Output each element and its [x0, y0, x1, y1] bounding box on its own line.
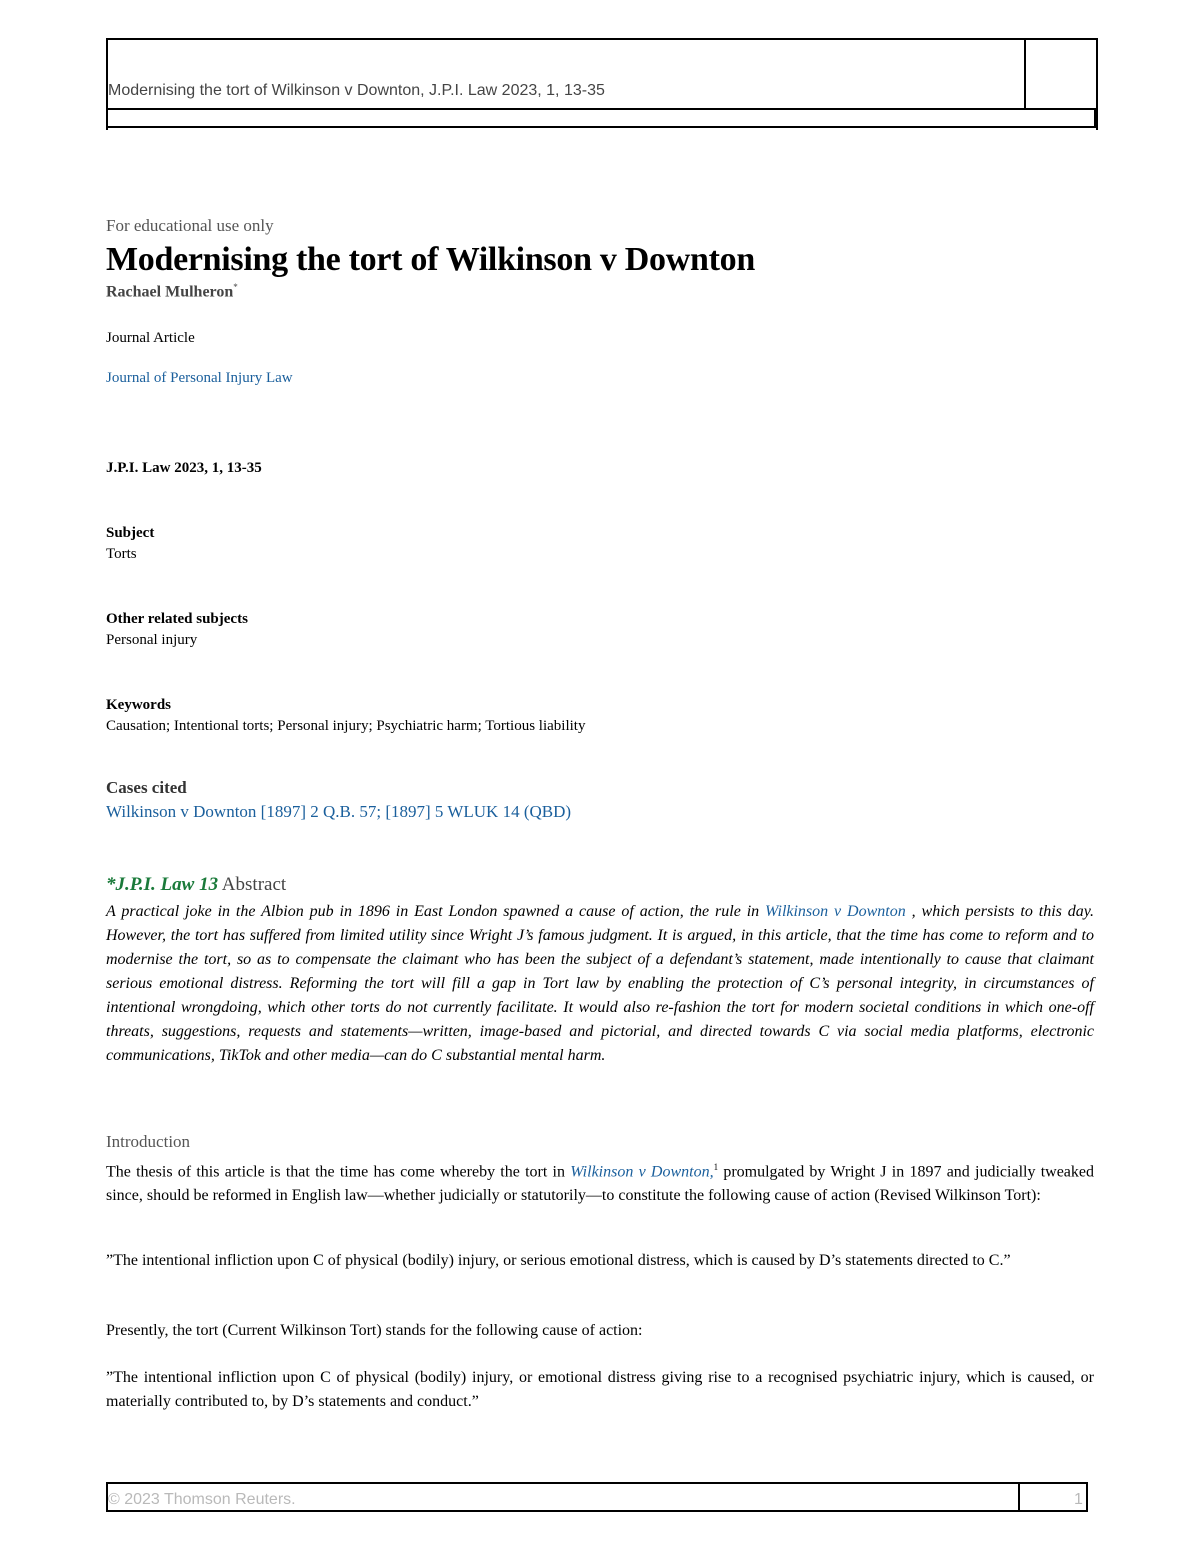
keywords-label: Keywords — [106, 697, 171, 713]
subject-value: Torts — [106, 546, 137, 562]
subject-label: Subject — [106, 525, 155, 541]
header-divider — [1024, 38, 1026, 108]
cases-cited-label: Cases cited — [106, 778, 187, 797]
revised-tort-quote: ”The intentional infliction upon C of physical (bodily) injury, or serious emotional distress, which is caused by D’s statements directed to C.” — [106, 1252, 1011, 1269]
author-name — [106, 282, 238, 301]
current-tort-quote: ”The intentional infliction upon C of physical (bodily) injury, or emotional distress giving rise to a recognised psychiatric injury, which is caused, or materially contributed to, by D’s statements and conduct.” — [106, 1369, 1094, 1410]
educational-use-notice: For educational use only — [106, 216, 274, 235]
abstract-label: Abstract — [221, 874, 287, 895]
journal-link[interactable]: Journal of Personal Injury Law — [106, 370, 293, 386]
other-subjects-value: Personal injury — [106, 632, 198, 648]
abstract-heading — [106, 874, 286, 896]
cases-cited-link[interactable]: Wilkinson v Downton [1897] 2 Q.B. 57; [1897] 5 WLUK 14 (QBD) — [106, 802, 572, 821]
page-marker: *J.P.I. Law 13 — [106, 874, 219, 895]
author-text: Rachael Mulheron — [106, 283, 234, 301]
introduction-heading: Introduction — [106, 1132, 191, 1151]
page-number: 1 — [1074, 1491, 1083, 1508]
running-header-title: Modernising the tort of Wilkinson v Downton, J.P.I. Law 2023, 1, 13-35 — [108, 82, 605, 99]
document-type: Journal Article — [106, 330, 195, 346]
wilkinson-link[interactable]: Wilkinson v Downton — [765, 903, 906, 920]
keywords-value: Causation; Intentional torts; Personal injury; Psychiatric harm; Tortious liability — [106, 718, 586, 734]
other-subjects-label: Other related subjects — [106, 611, 248, 627]
article-title: Modernising the tort of Wilkinson v Downton — [106, 241, 755, 278]
wilkinson-case-link[interactable]: Wilkinson v Downton, — [570, 1163, 714, 1181]
citation: J.P.I. Law 2023, 1, 13-35 — [106, 460, 262, 476]
copyright-notice: © 2023 Thomson Reuters. — [108, 1491, 296, 1508]
header-bottom-strip — [106, 108, 1096, 128]
footer-divider — [1018, 1482, 1020, 1512]
author-footnote-mark[interactable]: * — [233, 282, 238, 292]
abstract-text: A practical joke in the Albion pub in 1896 in East London spawned a cause of action, the rule in Wilkinson v Downton , which persists to this day. However, the tort has suffered from limited utility since Wright J’s famous judgment. It is argued, in this article, that the time has come to reform and to modernise the tort, so as to compensate the claimant who has been the subject of a defendant’s statement, made intentionally to cause that claimant serious emotional distress. Reforming the tort will fill a gap in Tort law by enabling the protection of C’s personal integrity, in circumstances of intentional wrongdoing, which other torts do not currently facilitate. It would also re-fashion the tort for modern societal conditions in which one-off threats, suggestions, requests and statements—written, image-based and pictorial, and directed towards C via social media platforms, electronic communications, TikTok and other media—can do C substantial mental harm. — [106, 903, 1095, 1064]
presently-paragraph: Presently, the tort (Current Wilkinson Tort) stands for the following cause of action: — [106, 1322, 643, 1339]
footnote-ref[interactable]: 1 — [713, 1162, 719, 1172]
introduction-paragraph: The thesis of this article is that the time has come whereby the tort in Wilkinson v Downton,$^1$ promulgated by Wright J in 1897 and judicially tweaked since, should be reformed in English law—whether judicially or statutorily—to constitute the following cause of action (Revised Wilkinson Tort): — [106, 1162, 1095, 1205]
